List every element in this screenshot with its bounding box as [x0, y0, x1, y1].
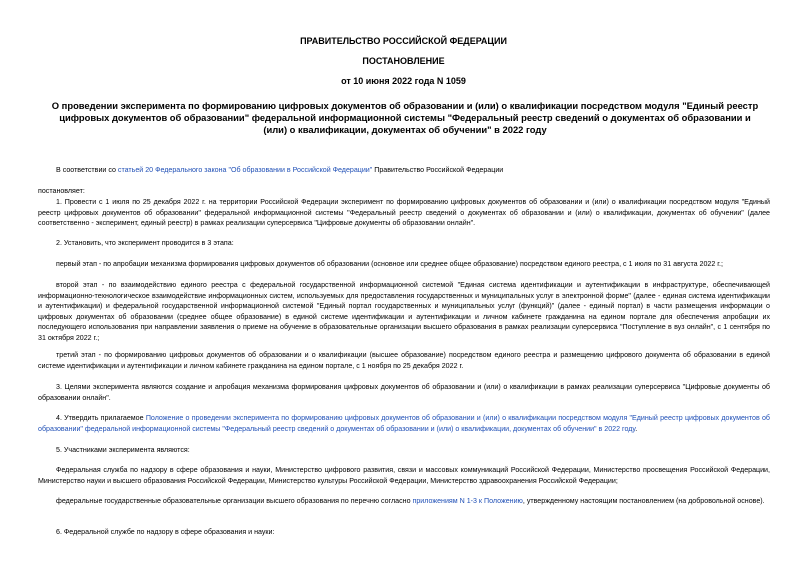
government-name: ПРАВИТЕЛЬСТВО РОССИЙСКОЙ ФЕДЕРАЦИИ: [300, 36, 507, 46]
universities-text-before: федеральные государственные образовательные организации высшего образования по перечню согласно: [56, 497, 413, 505]
paragraph-1: 1. Провести с 1 июля по 25 декабря 2022 г. на территории Российской Федерации эксперимент по формированию цифровых документов об образовании и (или) о квалификации посредством модуля "Единый реестр цифровых документов об образовании" федеральной информационной системы "Федеральный реестр сведений о документах об образовании и (или) о квалификации, документах об обучении" (далее соответственно - эксперимент, единый реестр) в рамках реализации суперсервиса "Цифровые документы об образовании онлайн".: [38, 198, 770, 228]
regulation-link[interactable]: Положение о проведении эксперимента по формированию цифровых документов об образовании и (или) о квалификации посредством модуля "Единый реестр цифровых документов об образовании" федеральной информационной системы "Федеральный реестр сведений о документах об образовании и (или) о квалификации, документах об обучении" в 2022 году: [38, 414, 770, 433]
universities-paragraph: [38, 496, 770, 507]
participants-list: Федеральная служба по надзору в сфере образования и науки, Министерство цифрового развития, связи и массовых коммуникаций Российской Федерации, Министерство просвещения Российской Федерации, Министерство науки и высшего образования Российской Федерации, Министерство культуры Российской Федерации, Министерство здравоохранения Российской Федерации;: [38, 466, 770, 485]
paragraph-3: 3. Целями эксперимента являются создание и апробация механизма формирования цифровых документов об образовании и (или) о квалификации в рамках реализации суперсервиса "Цифровые документы об образовании онлайн".: [38, 383, 770, 402]
intro-paragraph: [38, 165, 770, 176]
resolves-line: постановляет:: [38, 187, 85, 195]
law-article-link[interactable]: статьей 20 Федерального закона "Об образовании в Российской Федерации": [117, 166, 373, 174]
appendix-link[interactable]: приложениям N 1-3 к Положению: [412, 497, 523, 505]
paragraph-6: 6. Федеральной службе по надзору в сфере образования и науки:: [56, 528, 275, 536]
stage-3: третий этап - по формированию цифровых документов об образовании и о квалификации (высшее образование) посредством единого реестра и размещению цифрового документа об образовании в единой системе идентификации и аутентификации и личном кабинете гражданина на едином портале, с 1 ноября по 25 декабря 2022 г.: [38, 351, 770, 370]
document-date: от 10 июня 2022 года N 1059: [341, 76, 466, 86]
paragraph-4-before: 4. Утвердить прилагаемое: [56, 414, 146, 422]
paragraph-5: 5. Участниками эксперимента являются:: [56, 446, 190, 454]
universities-text-after: , утвержденному настоящим постановлением (на добровольной основе).: [522, 497, 765, 505]
document-title: О проведении эксперимента по формированию цифровых документов об образовании и (или) о квалификации посредством модуля "Единый реестр цифровых документов об образовании" федеральной информационной системы "Федеральный реестр сведений о документах об образовании и (или) о квалификации, документах об обучении" в 2022 году: [51, 100, 759, 135]
stage-1: первый этап - по апробации механизма формирования цифровых документов об образовании (основное или среднее общее образование) посредством единого реестра, с 1 июля по 31 августа 2022 г.;: [56, 260, 723, 268]
paragraph-2: 2. Установить, что эксперимент проводится в 3 этапа:: [56, 239, 234, 247]
intro-text-before: В соответствии со: [56, 166, 118, 174]
document-type: ПОСТАНОВЛЕНИЕ: [362, 56, 445, 66]
paragraph-4: [38, 413, 770, 434]
paragraph-4-after: .: [635, 424, 638, 433]
stage-2: второй этап - по взаимодействию единого реестра с федеральной государственной информационной системой "Единая система идентификации и аутентификации в инфраструктуре, обеспечивающей информационно-технологическое взаимодействие информационных систем, используемых для предоставления государственных и муниципальных услуг в электронной форме" (далее - единая система идентификации и аутентификации) и федеральной государственной информационной системой "Единый портал государственных и муниципальных услуг (функций)" (далее - единый портал) в части размещения информации о цифровых документах об образовании (среднее общее образование) в единой системе идентификации и аутентификации и личном кабинете гражданина на едином портале для обеспечения апробации их последующего использования при направлении заявления о приеме на обучение в образовательные организации высшего образования в рамках реализации суперсервиса "Поступление в вуз онлайн", с 1 сентября по 31 октября 2022 г.;: [38, 281, 770, 342]
intro-text-after: Правительство Российской Федерации: [372, 166, 504, 174]
